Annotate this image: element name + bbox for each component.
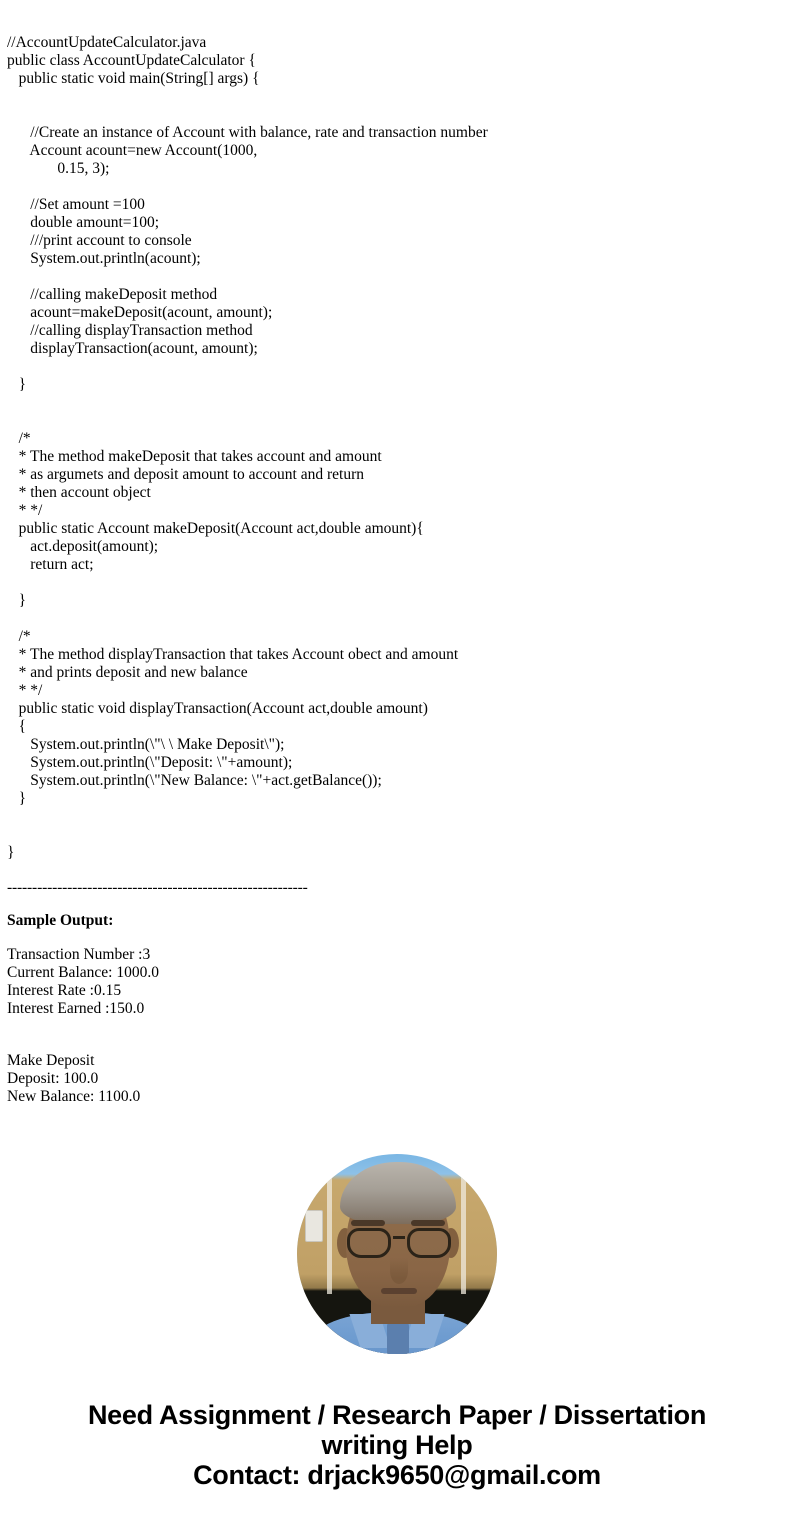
sample-output-block-1	[7, 946, 507, 1018]
code-line-14: //calling makeDeposit method	[7, 286, 218, 303]
wood-panel-seam-left	[327, 1176, 332, 1294]
code-line-5: //Create an instance of Account with balance, rate and transaction number	[7, 124, 488, 141]
output-line-1: Current Balance: 1000.0	[7, 964, 159, 981]
glasses-bridge	[393, 1236, 405, 1239]
code-line-21	[7, 412, 767, 430]
code-line-37: public static void displayTransaction(Account act,double amount)	[7, 700, 428, 717]
avatar-photo-background	[297, 1154, 497, 1354]
code-line-29: return act;	[7, 556, 94, 573]
code-line-12: System.out.println(acount);	[7, 250, 201, 267]
sample-output-heading: Sample Output:	[7, 912, 114, 929]
code-line-32	[7, 610, 767, 628]
code-line-25: * then account object	[7, 484, 151, 501]
sample-output-block-2	[7, 1052, 507, 1106]
output-line-b-2: New Balance: 1100.0	[7, 1088, 141, 1105]
code-line-45: }	[7, 844, 15, 861]
section-divider: ------------------------------------------------------------	[7, 879, 308, 896]
code-line-42: }	[7, 790, 27, 807]
code-line-11: ///print account to console	[7, 232, 192, 249]
avatar	[297, 1154, 497, 1354]
code-line-7: 0.15, 3);	[7, 160, 110, 177]
code-line-6: Account acount=new Account(1000,	[7, 142, 258, 159]
output-line-b-1: Deposit: 100.0	[7, 1070, 99, 1087]
code-line-22: /*	[7, 430, 31, 447]
eyebrow-left	[351, 1220, 385, 1226]
nose-shape	[390, 1258, 408, 1284]
code-line-23: * The method makeDeposit that takes account and amount	[7, 448, 382, 465]
code-line-41: System.out.println(\"New Balance: \"+act.getBalance());	[7, 772, 382, 789]
promo-contact-line[interactable]: Contact: drjack9650@gmail.com	[193, 1460, 601, 1490]
code-line-2: public static void main(String[] args) {	[7, 70, 260, 87]
code-line-31: }	[7, 592, 27, 609]
lens-left	[347, 1228, 391, 1258]
promo-line-1: Need Assignment / Research Paper / Dissertation	[87, 1400, 707, 1430]
output-line-3: Interest Earned :150.0	[7, 1000, 145, 1017]
code-line-13	[7, 268, 767, 286]
output-line-b-0: Make Deposit	[7, 1052, 95, 1069]
code-line-44	[7, 826, 767, 844]
code-line-34: * The method displayTransaction that takes Account obect and amount	[7, 646, 459, 663]
mouth-shape	[381, 1288, 417, 1294]
code-line-15: acount=makeDeposit(acount, amount);	[7, 304, 273, 321]
code-line-26: * */	[7, 502, 43, 519]
code-line-18	[7, 358, 767, 376]
necktie-shape	[387, 1322, 409, 1354]
eyebrow-right	[411, 1220, 445, 1226]
code-line-16: //calling displayTransaction method	[7, 322, 253, 339]
code-line-40: System.out.println(\"Deposit: \"+amount);	[7, 754, 293, 771]
promo-line-2: writing Help	[321, 1430, 473, 1460]
code-line-0: //AccountUpdateCalculator.java	[7, 34, 207, 51]
code-line-27: public static Account makeDeposit(Account act,double amount){	[7, 520, 424, 537]
wood-panel-seam-right	[461, 1176, 466, 1294]
eyeglasses-icon	[347, 1228, 451, 1262]
code-line-39: System.out.println(\"\ \ Make Deposit\");	[7, 736, 285, 753]
code-line-19: }	[7, 376, 27, 393]
hair-shape	[340, 1162, 456, 1224]
code-line-20	[7, 394, 767, 412]
output-line-0: Transaction Number :3	[7, 946, 151, 963]
code-line-43	[7, 808, 767, 826]
code-line-1: public class AccountUpdateCalculator {	[7, 52, 256, 69]
code-line-33: /*	[7, 628, 31, 645]
code-line-28: act.deposit(amount);	[7, 538, 159, 555]
code-line-17: displayTransaction(acount, amount);	[7, 340, 258, 357]
promo-banner	[0, 1400, 794, 1490]
wall-switch-shape	[305, 1210, 323, 1242]
code-line-10: double amount=100;	[7, 214, 160, 231]
code-line-38: {	[7, 718, 27, 735]
lens-right	[407, 1228, 451, 1258]
code-line-35: * and prints deposit and new balance	[7, 664, 248, 681]
code-line-8	[7, 178, 767, 196]
code-line-30	[7, 574, 767, 592]
code-line-3	[7, 88, 767, 106]
code-line-9: //Set amount =100	[7, 196, 145, 213]
java-code-listing	[7, 34, 767, 862]
code-line-36: * */	[7, 682, 43, 699]
output-line-2: Interest Rate :0.15	[7, 982, 122, 999]
code-line-24: * as argumets and deposit amount to account and return	[7, 466, 364, 483]
code-line-4	[7, 106, 767, 124]
